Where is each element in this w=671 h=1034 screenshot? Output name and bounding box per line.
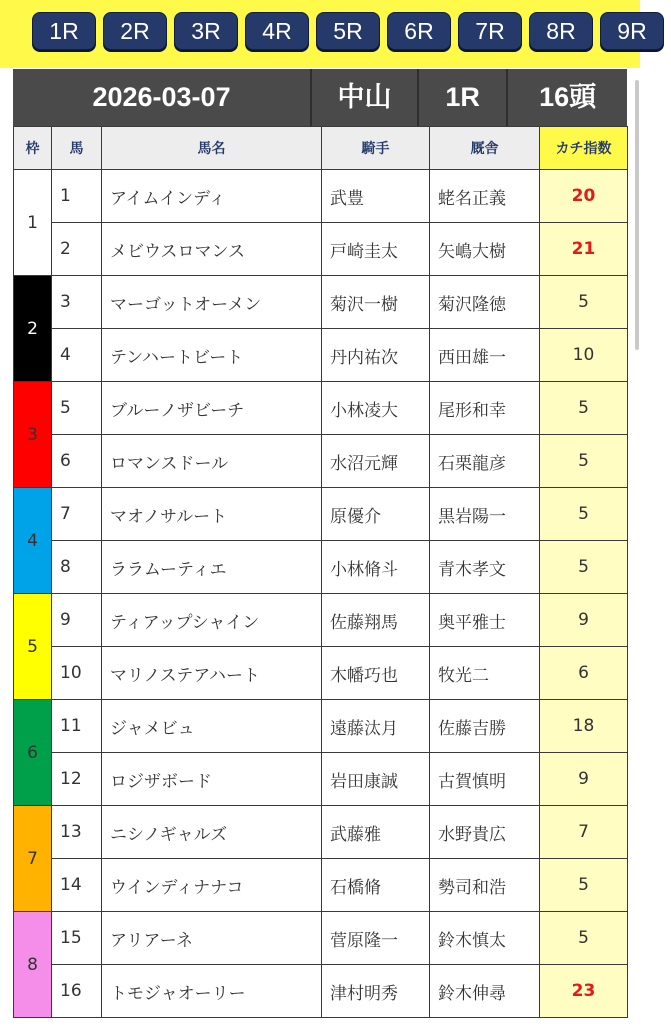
race-tab-7r[interactable]: 7R (458, 12, 522, 50)
kachi-index-cell: 5 (540, 859, 628, 912)
jockey-cell: 丹内祐次 (322, 329, 430, 382)
race-number: 1R (419, 69, 508, 126)
race-tab-1r[interactable]: 1R (32, 12, 96, 50)
table-row[interactable] (14, 223, 628, 276)
horse-number-cell: 4 (52, 329, 102, 382)
race-tab-4r[interactable]: 4R (245, 12, 309, 50)
frame-cell: 5 (14, 594, 52, 700)
horse-number-cell: 2 (52, 223, 102, 276)
jockey-cell: 岩田康誠 (322, 753, 430, 806)
race-venue: 中山 (312, 69, 419, 126)
stable-cell: 西田雄一 (430, 329, 540, 382)
horse-name-cell: ティアップシャイン (102, 594, 322, 647)
jockey-cell: 小林脩斗 (322, 541, 430, 594)
kachi-index-cell: 10 (540, 329, 628, 382)
table-row[interactable] (14, 594, 628, 647)
horse-name-cell: ララムーティエ (102, 541, 322, 594)
horse-name-cell: ジャメビュ (102, 700, 322, 753)
jockey-cell: 津村明秀 (322, 965, 430, 1018)
kachi-index-cell: 18 (540, 700, 628, 753)
race-tab-6r[interactable]: 6R (387, 12, 451, 50)
kachi-index-cell: 5 (540, 912, 628, 965)
column-uma: 馬 (52, 127, 102, 170)
table-row[interactable] (14, 859, 628, 912)
horse-name-cell: ニシノギャルズ (102, 806, 322, 859)
kachi-index-cell: 5 (540, 435, 628, 488)
table-row[interactable] (14, 541, 628, 594)
horse-number-cell: 11 (52, 700, 102, 753)
horse-number-cell: 10 (52, 647, 102, 700)
stable-cell: 牧光二 (430, 647, 540, 700)
column-kachi-index: カチ指数 (540, 127, 628, 170)
horse-name-cell: メビウスロマンス (102, 223, 322, 276)
race-tab-8r[interactable]: 8R (529, 12, 593, 50)
stable-cell: 古賀慎明 (430, 753, 540, 806)
race-date: 2026-03-07 (13, 69, 312, 126)
stable-cell: 菊沢隆徳 (430, 276, 540, 329)
kachi-index-cell: 5 (540, 276, 628, 329)
kachi-index-cell: 5 (540, 488, 628, 541)
frame-cell: 2 (14, 276, 52, 382)
table-row[interactable] (14, 382, 628, 435)
race-tab-5r[interactable]: 5R (316, 12, 380, 50)
horse-number-cell: 14 (52, 859, 102, 912)
jockey-cell: 木幡巧也 (322, 647, 430, 700)
kachi-index-cell: 9 (540, 594, 628, 647)
kachi-index-cell: 5 (540, 382, 628, 435)
frame-cell: 3 (14, 382, 52, 488)
horse-name-cell: マオノサルート (102, 488, 322, 541)
horse-number-cell: 8 (52, 541, 102, 594)
jockey-cell: 水沼元輝 (322, 435, 430, 488)
table-row[interactable] (14, 276, 628, 329)
jockey-cell: 佐藤翔馬 (322, 594, 430, 647)
jockey-cell: 菅原隆一 (322, 912, 430, 965)
stable-cell: 尾形和幸 (430, 382, 540, 435)
frame-cell: 6 (14, 700, 52, 806)
table-row[interactable] (14, 488, 628, 541)
column-stable: 厩舎 (430, 127, 540, 170)
table-row[interactable] (14, 647, 628, 700)
horse-number-cell: 6 (52, 435, 102, 488)
kachi-index-cell: 23 (540, 965, 628, 1018)
horse-number-cell: 3 (52, 276, 102, 329)
horse-number-cell: 13 (52, 806, 102, 859)
stable-cell: 鈴木伸尋 (430, 965, 540, 1018)
stable-cell: 佐藤吉勝 (430, 700, 540, 753)
table-row[interactable] (14, 170, 628, 223)
horse-number-cell: 15 (52, 912, 102, 965)
horse-name-cell: アリアーネ (102, 912, 322, 965)
kachi-index-cell: 7 (540, 806, 628, 859)
column-jockey: 騎手 (322, 127, 430, 170)
horse-number-cell: 16 (52, 965, 102, 1018)
race-selector-bar (0, 0, 647, 68)
jockey-cell: 菊沢一樹 (322, 276, 430, 329)
jockey-cell: 武豊 (322, 170, 430, 223)
race-header (13, 69, 627, 126)
table-row[interactable] (14, 700, 628, 753)
horse-name-cell: ウインディナナコ (102, 859, 322, 912)
horse-name-cell: ブルーノザビーチ (102, 382, 322, 435)
horse-number-cell: 9 (52, 594, 102, 647)
jockey-cell: 石橋脩 (322, 859, 430, 912)
race-tab-3r[interactable]: 3R (174, 12, 238, 50)
frame-cell: 8 (14, 912, 52, 1018)
race-head-count: 16頭 (539, 82, 597, 112)
stable-cell: 鈴木慎太 (430, 912, 540, 965)
horse-name-cell: トモジャオーリー (102, 965, 322, 1018)
table-row[interactable] (14, 806, 628, 859)
column-waku: 枠 (14, 127, 52, 170)
kachi-index-cell: 6 (540, 647, 628, 700)
jockey-cell: 戸崎圭太 (322, 223, 430, 276)
frame-cell: 4 (14, 488, 52, 594)
frame-cell: 7 (14, 806, 52, 912)
kachi-index-cell: 21 (540, 223, 628, 276)
horse-name-cell: マリノステアハート (102, 647, 322, 700)
stable-cell: 矢嶋大樹 (430, 223, 540, 276)
race-tab-9r[interactable]: 9R (600, 12, 664, 50)
stable-cell: 石栗龍彦 (430, 435, 540, 488)
column-horse-name: 馬名 (102, 127, 322, 170)
jockey-cell: 小林凌大 (322, 382, 430, 435)
stable-cell: 青木孝文 (430, 541, 540, 594)
race-tabs (32, 12, 671, 50)
table-row[interactable] (14, 912, 628, 965)
horse-name-cell: ロマンスドール (102, 435, 322, 488)
stable-cell: 黒岩陽一 (430, 488, 540, 541)
kachi-index-cell: 20 (540, 170, 628, 223)
stable-cell: 勢司和浩 (430, 859, 540, 912)
scrollbar[interactable] (635, 80, 639, 350)
table-header-row (14, 127, 628, 170)
table-row[interactable] (14, 329, 628, 382)
horse-name-cell: ロジザボード (102, 753, 322, 806)
jockey-cell: 武藤雅 (322, 806, 430, 859)
jockey-cell: 遠藤汰月 (322, 700, 430, 753)
kachi-index-cell: 5 (540, 541, 628, 594)
horse-number-cell: 7 (52, 488, 102, 541)
table-row[interactable] (14, 753, 628, 806)
frame-cell: 1 (14, 170, 52, 276)
horse-name-cell: マーゴットオーメン (102, 276, 322, 329)
horse-number-cell: 1 (52, 170, 102, 223)
stable-cell: 蛯名正義 (430, 170, 540, 223)
stable-cell: 水野貴広 (430, 806, 540, 859)
race-tab-2r[interactable]: 2R (103, 12, 167, 50)
table-row[interactable] (14, 965, 628, 1018)
horse-number-cell: 5 (52, 382, 102, 435)
horse-name-cell: テンハートビート (102, 329, 322, 382)
jockey-cell: 原優介 (322, 488, 430, 541)
kachi-index-cell: 9 (540, 753, 628, 806)
horse-number-cell: 12 (52, 753, 102, 806)
horse-table (13, 126, 628, 1018)
table-row[interactable] (14, 435, 628, 488)
horse-name-cell: アイムインディ (102, 170, 322, 223)
stable-cell: 奥平雅士 (430, 594, 540, 647)
